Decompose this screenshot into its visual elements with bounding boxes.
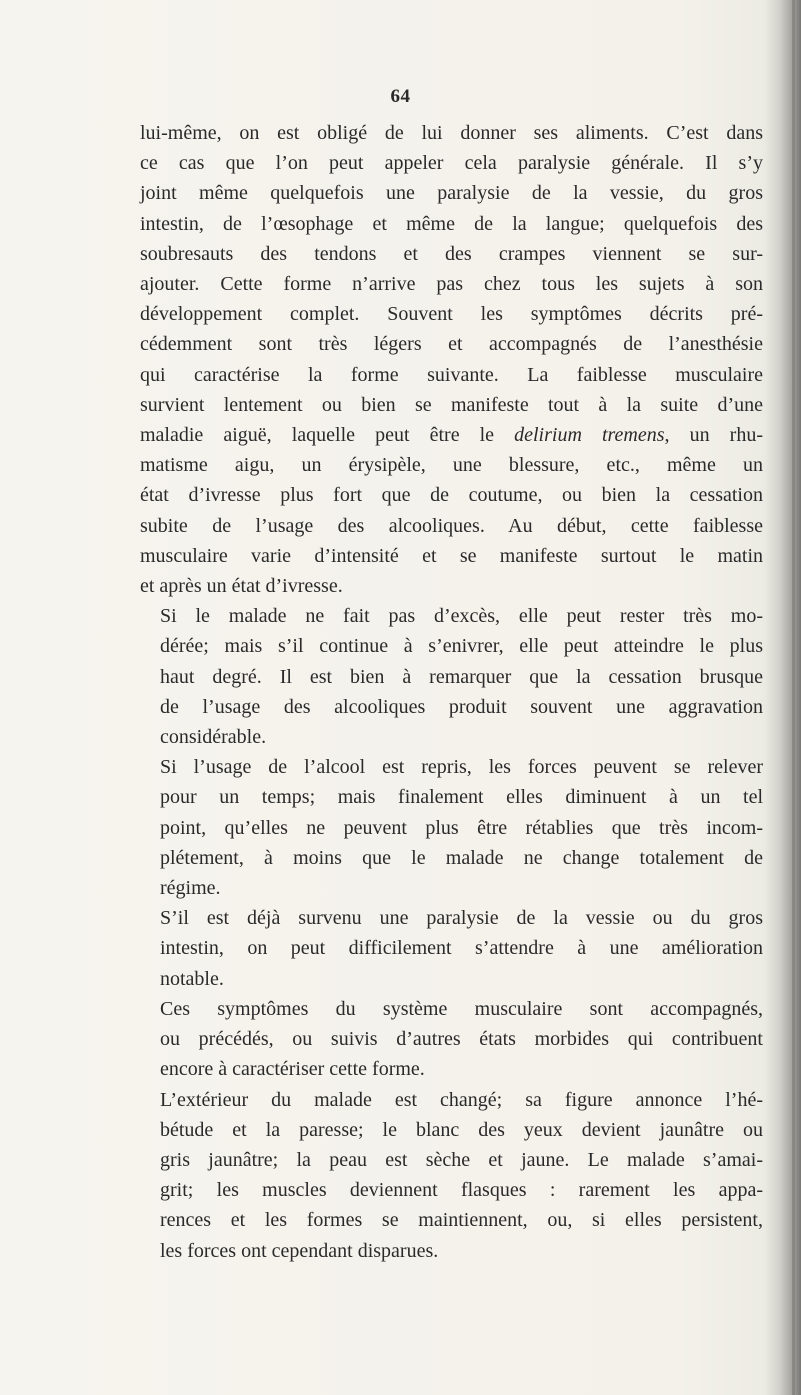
page-edge-line [792,0,795,1395]
text-line: subite de l’usage des alcooliques. Au début, cette faiblesse [140,514,763,537]
text-line: Ces symptômes du système musculaire sont accompagnés, [160,997,763,1020]
text-line: rences et les formes se maintiennent, ou, si elles persistent, [160,1209,763,1232]
text-line: S’il est déjà survenu une paralysie de la vessie ou du gros [160,907,763,930]
body-text [140,118,763,1266]
paragraph [140,118,763,601]
text-line: survient lentement ou bien se manifeste tout à la suite d’une [140,393,763,416]
text-line: les forces ont cependant disparues. [160,1239,439,1262]
text-line: ce cas que l’on peut appeler cela paralysie générale. Il s’y [140,152,763,175]
paragraph [140,1085,763,1266]
paragraph [140,903,763,994]
page-number: 64 [390,86,411,107]
text-line: maladie aiguë, laquelle peut être le delirium tremens, un rhu- [140,424,763,447]
text-line: et après un état d’ivresse. [140,575,343,598]
text-line: bétude et la paresse; le blanc des yeux devient jaunâtre ou [160,1118,763,1141]
text-line: notable. [160,967,224,990]
text-line: état d’ivresse plus fort que de coutume, ou bien la cessation [140,484,763,507]
text-line: de l’usage des alcooliques produit souvent une aggravation [160,695,763,718]
text-line: intestin, on peut difficilement s’attendre à une amélioration [160,937,763,960]
text-line: L’extérieur du malade est changé; sa figure annonce l’hé- [160,1088,763,1111]
text-line: régime. [160,877,221,900]
text-line: Si l’usage de l’alcool est repris, les forces peuvent se relever [160,756,763,779]
text-line: lui-même, on est obligé de lui donner ses aliments. C’est dans [140,122,763,144]
text-line: grit; les muscles deviennent flasques : rarement les appa- [160,1179,763,1202]
text-line: soubresauts des tendons et des crampes viennent se sur- [140,242,763,265]
text-line: joint même quelquefois une paralysie de la vessie, du gros [140,182,763,205]
paragraph [140,752,763,903]
text-line: ajouter. Cette forme n’arrive pas chez tous les sujets à son [140,273,763,296]
text-line: Si le malade ne fait pas d’excès, elle peut rester très mo- [160,605,763,628]
text-line: pour un temps; mais finalement elles diminuent à un tel [160,786,763,809]
text-line: encore à caractériser cette forme. [160,1058,425,1081]
text-line: intestin, de l’œsophage et même de la langue; quelquefois des [140,212,763,235]
text-line: ou précédés, ou suivis d’autres états morbides qui contribuent [160,1028,763,1051]
text-line: musculaire varie d’intensité et se manifeste surtout le matin [140,544,763,567]
text-line: qui caractérise la forme suivante. La faiblesse musculaire [140,363,763,386]
text-line: considérable. [160,726,267,749]
text-line: plétement, à moins que le malade ne change totalement de [160,846,763,869]
text-line: haut degré. Il est bien à remarquer que la cessation brusque [160,665,763,688]
text-line: développement complet. Souvent les symptômes décrits pré- [140,303,763,326]
italic-term: delirium tremens [514,424,665,447]
text-line: gris jaunâtre; la peau est sèche et jaune. Le malade s’amai- [160,1148,763,1171]
text-line: cédemment sont très légers et accompagnés de l’anesthésie [140,333,763,356]
text-line: point, qu’elles ne peuvent plus être rétablies que très incom- [160,816,763,839]
paragraph [140,994,763,1085]
text-line: matisme aigu, un érysipèle, une blessure, etc., même un [140,454,763,477]
page-edge-shadow [765,0,801,1395]
paragraph [140,601,763,752]
text-line: dérée; mais s’il continue à s’enivrer, elle peut atteindre le plus [160,635,763,658]
